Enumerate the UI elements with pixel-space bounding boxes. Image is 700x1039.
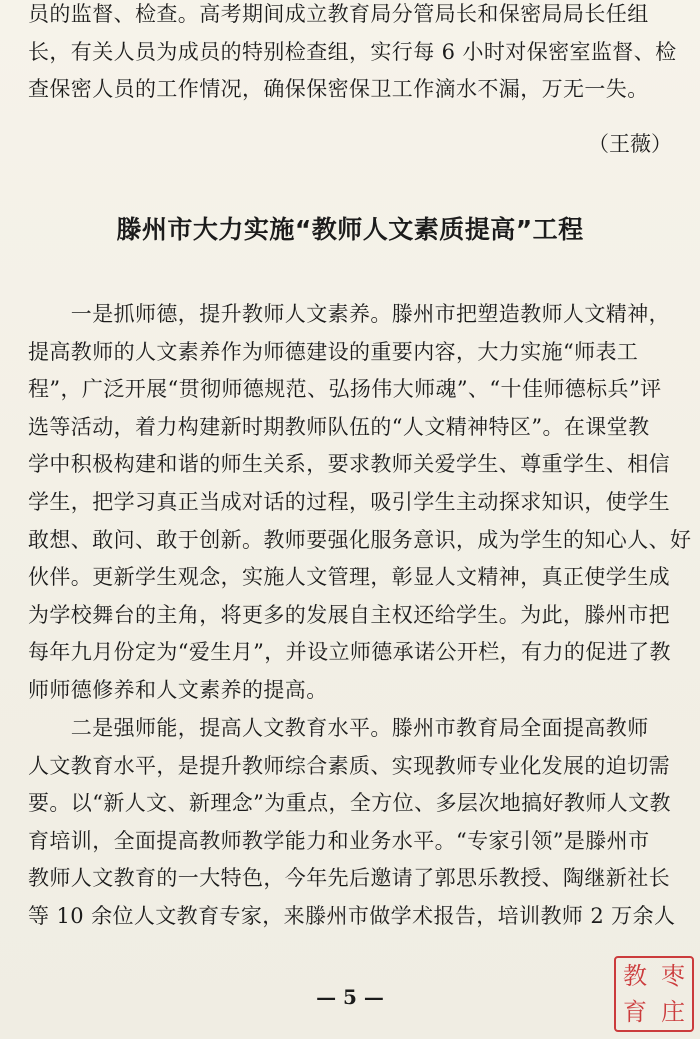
paragraph-2 — [28, 710, 678, 936]
text-line: 人文教育水平，是提升教师综合素质、实现教师专业化发展的迫切需 — [28, 753, 670, 778]
text-line: 等 10 余位人文教育专家，来滕州市做学术报告，培训教师 2 万余人 — [28, 903, 676, 928]
page-number: — 5 — — [316, 985, 384, 1009]
text-line: 育培训，全面提高教师教学能力和业务水平。“专家引领”是滕州市 — [28, 828, 650, 853]
red-seal-stamp — [614, 956, 694, 1032]
text-line: 教师人文教育的一大特色，今年先后邀请了郭思乐教授、陶继新社长 — [28, 866, 670, 891]
text-line: 二是强师能，提高人文教育水平。滕州市教育局全面提高教师 — [28, 716, 649, 740]
text-line: 长，有关人员为成员的特别检查组，实行每 6 小时对保密室监督、检 — [28, 39, 677, 64]
text-line: 敢想、敢问、敢于创新。教师要强化服务意识，成为学生的知心人、好 — [28, 527, 692, 552]
seal-char: 枣 — [661, 962, 685, 990]
seal-char: 庄 — [661, 998, 685, 1026]
text-line: 为学校舞台的主角，将更多的发展自主权还给学生。为此，滕州市把 — [28, 602, 670, 627]
text-line: 员的监督、检查。高考期间成立教育局分管局长和保密局局长任组 — [28, 2, 649, 26]
text-line: 提高教师的人文素养作为师德建设的重要内容，大力实施“师表工 — [28, 339, 639, 364]
seal-char: 育 — [623, 998, 647, 1026]
top-paragraph — [28, 0, 678, 109]
text-line: 程”，广泛开展“贯彻师德规范、弘扬伟大师魂”、“十佳师德标兵”评 — [28, 377, 662, 402]
text-line: 伙伴。更新学生观念，实施人文管理，彰显人文精神，真正使学生成 — [28, 565, 670, 590]
text-line: 选等活动，着力构建新时期教师队伍的“人文精神特区”。在课堂教 — [28, 414, 650, 439]
article-title: 滕州市大力实施“教师人文素质提高”工程 — [116, 215, 584, 244]
text-line: 学中积极构建和谐的师生关系，要求教师关爱学生、尊重学生、相信 — [28, 452, 670, 477]
paragraph-1 — [28, 296, 692, 710]
text-line: 学生，把学习真正当成对话的过程，吸引学生主动探求知识，使学生 — [28, 489, 670, 514]
text-line: 要。以“新人文、新理念”为重点，全方位、多层次地搞好教师人文教 — [28, 791, 671, 816]
seal-char: 教 — [623, 962, 647, 990]
text-line: 师师德修养和人文素养的提高。 — [28, 677, 328, 702]
text-line: 一是抓师德，提升教师人文素养。滕州市把塑造教师人文精神， — [28, 302, 670, 326]
text-line: 每年九月份定为“爱生月”，并设立师德承诺公开栏，有力的促进了教 — [28, 640, 671, 665]
text-line: 查保密人员的工作情况，确保保密保卫工作滴水不漏，万无一失。 — [28, 77, 649, 102]
author-signature: （王薇） — [588, 132, 672, 156]
